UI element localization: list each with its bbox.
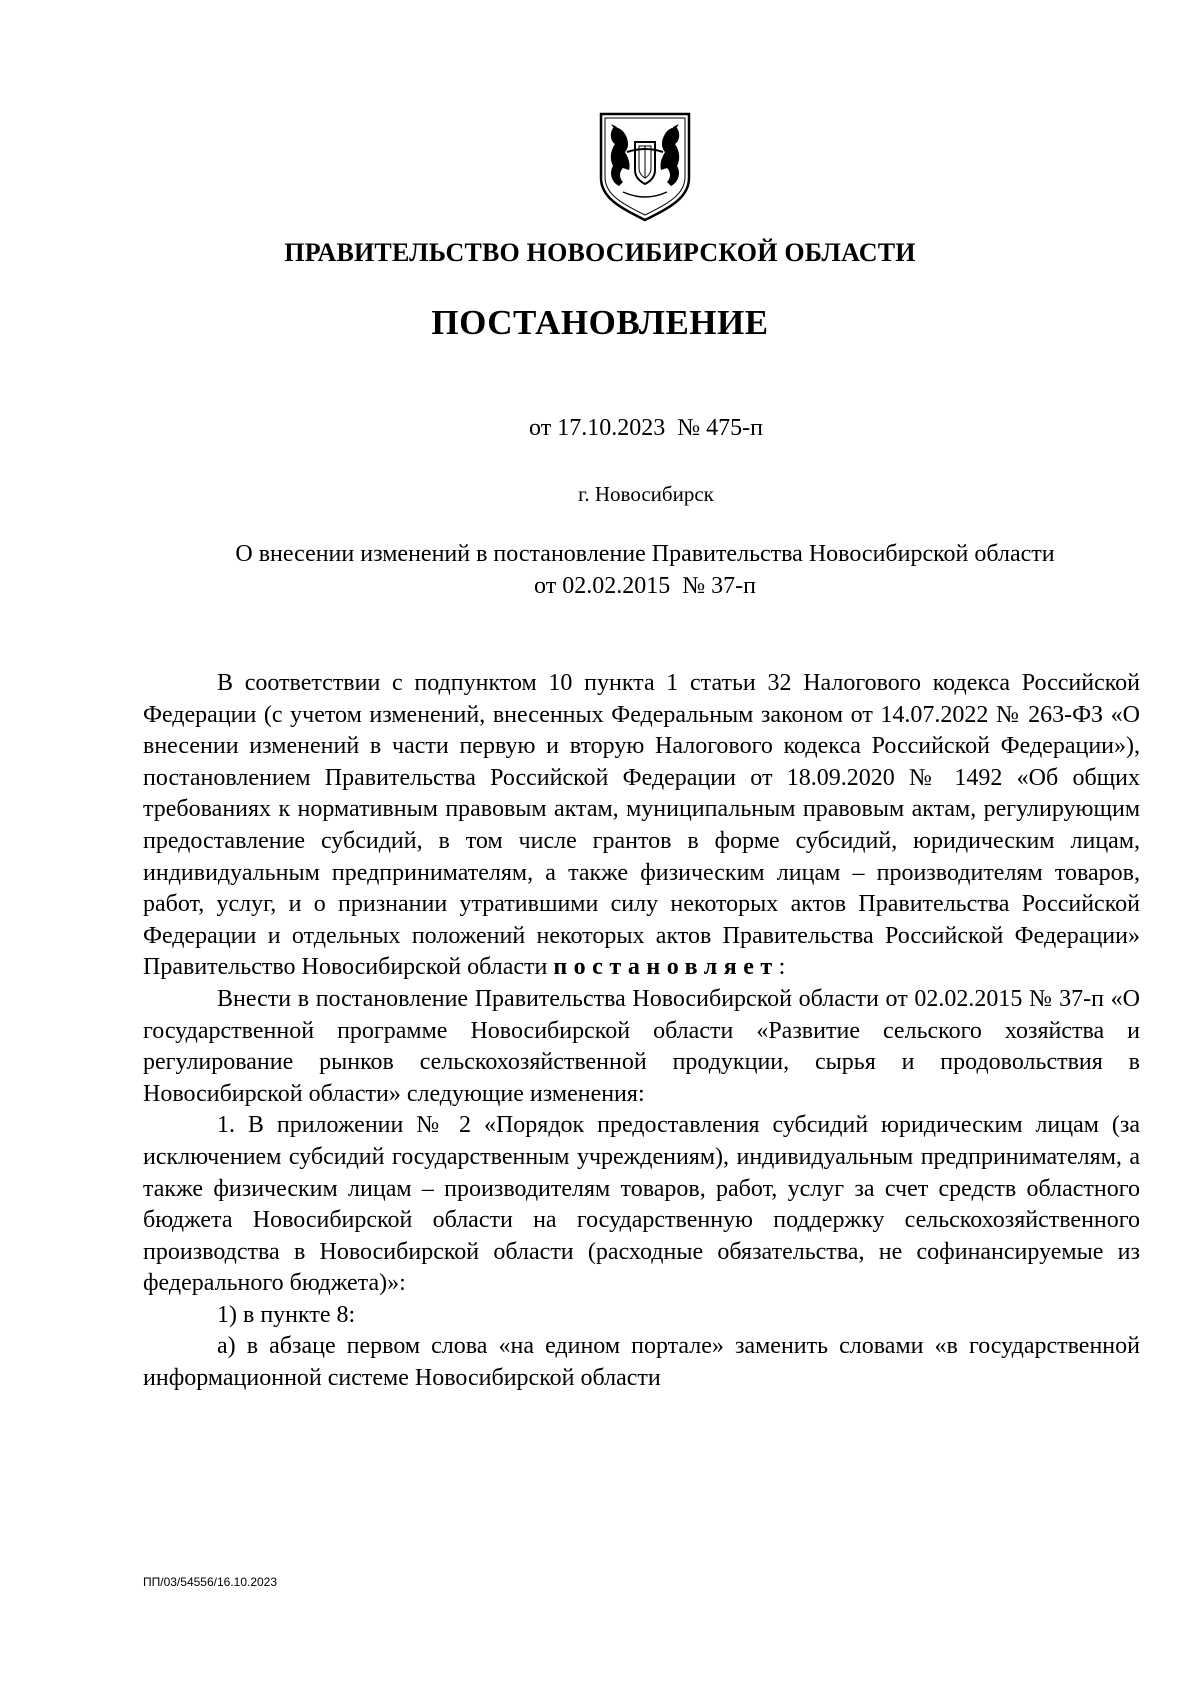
coat-of-arms-icon: [599, 112, 691, 222]
body-paragraph-amendment: Внести в постановление Правительства Новосибирской области от 02.02.2015 № 37-п «О государственной программе Новосибирской области «Развитие сельского хозяйства и регулирование рынков сельскохозяйственной продукции, сырья и продовольствия в Новосибирской области» следующие изменения:: [143, 985, 1140, 1107]
body-paragraph-subitem-a: а) в абзаце первом слова «на едином портале» заменить словами «в государственной информационной системе Новосибирской области: [143, 1333, 1140, 1392]
preamble-text: В соответствии с подпунктом 10 пункта 1 статьи 32 Налогового кодекса Российской Федерации (с учетом изменений, внесенных Федеральным законом от 14.07.2022 № 263-ФЗ «О внесении изменений в части первую и вторую Налогового кодекса Российской Федерации»), постановлением Правительства Российской Федерации от 18.09.2020 № 1492 «Об общих требованиях к нормативным правовым актам, муниципальным правовым актам, регулирующим предоставление субсидий, в том числе грантов в форме субсидий, юридическим лицам, индивидуальным предпринимателям, а также физическим лицам – производителям товаров, работ, услуг, и о признании утратившими силу некоторых актов Правительства Российской Федерации и отдельных положений некоторых актов Правительства Российской Федерации» Правительство Новосибирской области: [143, 670, 1140, 981]
body-paragraph-preamble: [143, 668, 1140, 984]
body-paragraph-subitem-1: 1) в пункте 8:: [217, 1301, 356, 1328]
document-title: [150, 538, 1140, 602]
document-body: [143, 668, 1140, 1395]
document-title-line-1: О внесении изменений в постановление Правительства Новосибирской области: [235, 541, 1055, 567]
keyword-postanovlyaet: постановляет: [553, 954, 779, 981]
preamble-end: :: [778, 954, 786, 981]
document-title-line-2: от 02.02.2015 № 37-п: [534, 573, 756, 599]
document-type: ПОСТАНОВЛЕНИЕ: [431, 303, 769, 342]
body-paragraph-item-1: 1. В приложении № 2 «Порядок предоставления субсидий юридическим лицам (за исключением субсидий государственным учреждениям), индивидуальным предпринимателям, а также физическим лицам – производителям товаров, работ, услуг за счет средств областного бюджета Новосибирской области на государственную поддержку сельскохозяйственного производства в Новосибирской области (расходные обязательства, не софинансируемые из федерального бюджета)»:: [143, 1112, 1140, 1297]
document-footer-code: ПП/03/54556/16.10.2023: [143, 1575, 278, 1589]
organization-name: ПРАВИТЕЛЬСТВО НОВОСИБИРСКОЙ ОБЛАСТИ: [284, 238, 916, 267]
document-city: г. Новосибирск: [578, 482, 714, 506]
document-date-number: от 17.10.2023 № 475-п: [529, 415, 763, 441]
